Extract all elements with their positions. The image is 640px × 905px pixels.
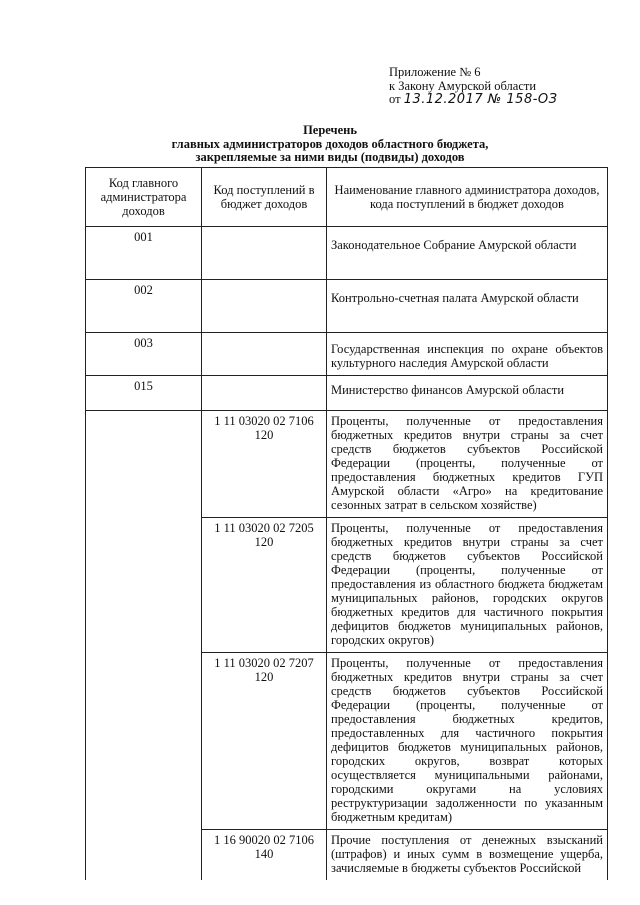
income-code-cell: 1 11 03020 02 7205 120: [202, 518, 327, 653]
name-cell: Контрольно-счетная палата Амурской области: [327, 280, 608, 333]
admin-code-cell: 002: [86, 280, 202, 333]
admin-code-cell: 015: [86, 376, 202, 411]
table-row: [86, 333, 608, 376]
table-header-row: [86, 168, 608, 227]
table-row: [86, 227, 608, 280]
income-code-cell: [202, 280, 327, 333]
income-code-cell: [202, 376, 327, 411]
document-title: [150, 124, 510, 165]
handwritten-date-number: 13.12.2017 № 158-ОЗ: [403, 92, 558, 107]
table-row: [86, 376, 608, 411]
title-line-1: Перечень: [303, 123, 357, 137]
income-code-cell: [202, 333, 327, 376]
admin-code-cell: 003: [86, 333, 202, 376]
header-name: Наименование главного администратора доходов, кода поступлений в бюджет доходов: [327, 168, 608, 227]
appendix-line-2: к Закону Амурской области: [389, 78, 537, 93]
name-cell: Министерство финансов Амурской области: [327, 376, 608, 411]
income-code-cell: [202, 227, 327, 280]
title-line-2: главных администраторов доходов областного бюджета,: [171, 136, 489, 151]
table-row: [86, 280, 608, 333]
appendix-date-prefix: от: [389, 92, 401, 106]
name-cell: Прочие поступления от денежных взысканий (штрафов) и иных сумм в возмещение ущерба, зачисляемые в бюджеты субъектов Российской: [327, 830, 608, 881]
appendix-line-3: [389, 93, 557, 107]
revenue-administrators-table: [85, 167, 608, 880]
header-income-code: Код поступлений в бюджет доходов: [202, 168, 327, 227]
name-cell: Государственная инспекция по охране объектов культурного наследия Амурской области: [327, 333, 608, 376]
income-code-cell: 1 11 03020 02 7207 120: [202, 653, 327, 830]
admin-code-cell: 001: [86, 227, 202, 280]
name-cell: Проценты, полученные от предоставления бюджетных кредитов внутри страны за счет средств бюджетов субъектов Российской Федерации (проценты, полученные от предоставления из областного бюджета бюджетам муниципальных районов, городских округов бюджетных кредитов для частичного покрытия дефицитов бюджетов муниципальных районов, городских округов): [327, 518, 608, 653]
name-cell: Законодательное Собрание Амурской области: [327, 227, 608, 280]
income-code-cell: 1 16 90020 02 7106 140: [202, 830, 327, 881]
table-row: [86, 411, 608, 518]
title-line-3: закрепляемые за ними виды (подвиды) доходов: [195, 150, 465, 164]
name-cell: Проценты, полученные от предоставления бюджетных кредитов внутри страны за счет средств бюджетов субъектов Российской Федерации (проценты, полученные от предоставления бюджетных кредитов ГУП Амурской области «Агро» на кредитование сезонных затрат в сельском хозяйстве): [327, 411, 608, 518]
appendix-line-1: Приложение № 6: [389, 65, 481, 79]
appendix-block: [389, 66, 557, 107]
admin-code-cell: [86, 411, 202, 881]
header-admin-code: Код главного администратора доходов: [86, 168, 202, 227]
name-cell: Проценты, полученные от предоставления бюджетных кредитов внутри страны за счет средств бюджетов субъектов Российской Федерации (проценты, полученные от предоставления бюджетных кредитов, предоставленных для частичного покрытия дефицитов бюджетов муниципальных районов, городских округов, возврат которых осуществляется муниципальными районами, городскими округами на условиях реструктуризации задолженности по указанным бюджетным кредитам): [327, 653, 608, 830]
income-code-cell: 1 11 03020 02 7106 120: [202, 411, 327, 518]
